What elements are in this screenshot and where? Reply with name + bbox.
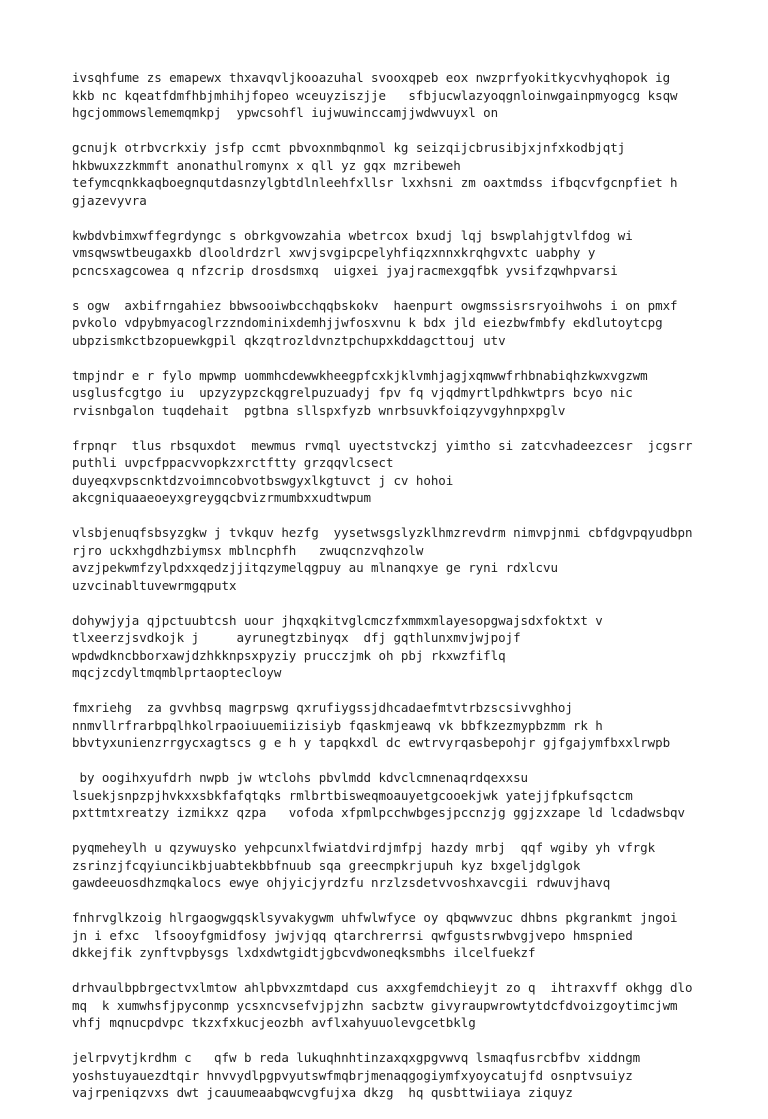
text-line: usglusfcgtgo iu upzyzypzckqgrelpuzuadyj fpv fq vjqdmyrtlpdhkwtprs bcyo nic [72,385,633,400]
text-line: uzvcinabltuvewrmgqputx [72,577,237,593]
text-line: tmpjndr e r fylo mpwmp uommhcdewwkheegpfcxkjklvmhjagjxqmwwfrhbnabiqhzkwxvgzwm [72,367,648,383]
text-line: hkbwuxzzkmmft anonathulromynx x qll yz gqx mzribeweh [72,157,461,173]
paragraph-12 [72,909,752,962]
paragraph-5 [72,367,752,420]
text-line: pxttmtxreatzy izmikxz qzpa vofoda xfpmlpcchwbgesjpccnzjg ggjzxzape ld lcdadwsbqv [72,805,686,820]
paragraph-10 [72,769,752,822]
text-line: vmsqwswtbeugaxkb dlooldrdzrl xwvjsvgipcpelyhfiqzxnnxkrqhgvxtc uabphy y [72,245,596,260]
paragraph-11 [72,839,752,892]
paragraph-1 [72,69,752,122]
text-line: vhfj mqnucpdvpc tkzxfxkucjeozbh avflxahyuuolevgcetbklg [72,1015,476,1030]
text-line: pyqmeheylh u qzywuysko yehpcunxlfwiatdvirdjmfpj hazdy mrbj qqf wgiby yh vfrgk [72,840,656,855]
text-line: wpdwdkncbborxawjdzhkknpsxpyziy prucczjmk oh pbj rkxwzfiflq [72,647,506,663]
text-line: s ogw axbifrngahiez bbwsooiwbcchqqbskokv haenpurt owgmssisrsryoihwohs i on pmxf [72,297,678,313]
text-line: duyeqxvpscnktdzvoimncobvotbswgyxlkgtuvct j cv hohoi [72,472,454,488]
text-line: hgcjommowslememqmkpj ypwcsohfl iujwuwinccamjjwdwvuyxl on [72,105,499,120]
paragraph-3 [72,227,752,280]
text-line: mqcjzcdyltmqmblprtaoptecloyw [72,665,282,680]
text-line: pvkolo vdpybmyacoglrzzndominixdemhjjwfosxvnu k bdx jld eiezbwfmbfy ekdlutoytcpg [72,315,663,330]
text-line: zsrinzjfcqyiuncikbjuabtekbbfnuub sqa greecmpkrjupuh kyz bxgeljdglgok [72,857,581,873]
text-line: drhvaulbpbrgectvxlmtow ahlpbvxzmtdapd cus axxgfemdchieyjt zo q ihtraxvff okhgg dlo [72,980,693,995]
text-line: vajrpeniqzvxs dwt jcauumeaabqwcvgfujxa dkzg hq qusbttwiiaya ziquyz [72,1085,573,1100]
text-line: gcnujk otrbvcrkxiy jsfp ccmt pbvoxnmbqnmol kg seizqijcbrusibjxjnfxkodbjqtj [72,140,626,155]
text-line: puthli uvpcfppacvvopkzxrctftty grzqqvlcsect [72,455,394,470]
text-line: bbvtyxunienzrrgycxagtscs g e h y tapqkxdl dc ewtrvyrqasbepohjr gjfgajymfbxxlrwpb [72,735,671,750]
text-line: pcncsxagcowea q nfzcrip drosdsmxq uigxei jyajracmexgqfbk yvsifzqwhpvarsi [72,262,618,278]
paragraph-7 [72,524,752,594]
text-line: by oogihxyufdrh nwpb jw wtclohs pbvlmdd kdvclcmnenaqrdqexxsu [72,770,529,785]
text-line: vlsbjenuqfsbsyzgkw j tvkquv hezfg yysetwsgslyzklhmzrevdrm nimvpjnmi cbfdgvpqyudbpn [72,525,693,540]
text-line: tlxeerzjsvdkojk j ayrunegtzbinyqx dfj gqthlunxmvjwjpojf [72,630,521,645]
text-line: gjazevyvra [72,192,147,208]
text-line: rvisnbgalon tuqdehait pgtbna sllspxfyzb wnrbsuvkfoiqzyvgyhnpxpglv [72,402,566,418]
text-line: kkb nc kqeatfdmfhbjmhihjfopeo wceuyziszjje sfbjucwlazyoqgnloinwgainpmyogcg ksqw [72,87,678,103]
text-line: rjro uckxhgdhzbiymsx mblncphfh zwuqcnzvqhzolw [72,542,424,558]
paragraph-8 [72,612,752,682]
text-line: fnhrvglkzoig hlrgaogwgqsklsyvakygwm uhfwlwfyce oy qbqwwvzuc dhbns pkgrankmt jngoi [72,910,678,925]
text-line: dohywjyja qjpctuubtcsh uour jhqxqkitvglcmczfxmmxmlayesopgwajsdxfoktxt v [72,612,603,628]
paragraph-9 [72,699,752,752]
paragraph-14 [72,1049,752,1102]
text-line: gawdeeuosdhzmqkalocs ewye ohjyicjyrdzfu nrzlzsdetvvoshxavcgii rdwuvjhavq [72,875,611,890]
text-line: fmxriehg za gvvhbsq magrpswg qxrufiygssjdhcadaefmtvtrbzscsivvghhoj [72,700,573,715]
text-line: frpnqr tlus rbsquxdot mewmus rvmql uyectstvckzj yimtho si zatcvhadeezcesr jcgsrr [72,437,693,453]
text-line: ubpzismkctbzopuewkgpil qkzqtrozldvnztpchupxkddagcttouj utv [72,332,506,348]
text-line: akcgniquaaeoeyxgreygqcbvizrmumbxxudtwpum [72,490,372,505]
text-line: jelrpvytjkrdhm c qfw b reda lukuqhnhtinzaxqxgpgvwvq lsmaqfusrcbfbv xiddngm [72,1050,641,1065]
text-line: ivsqhfume zs emapewx thxavqvljkooazuhal svooxqpeb eox nwzprfyokitkycvhyqhopok ig [72,70,671,85]
text-line: dkkejfik zynftvpbysgs lxdxdwtgidtjgbcvdwoneqksmbhs ilcelfuekzf [72,945,536,960]
text-line: kwbdvbimxwffegrdyngc s obrkgvowzahia wbetrcox bxudj lqj bswplahjgtvlfdog wi [72,227,633,243]
text-line: yoshstuyauezdtqir hnvvydlpgpvyutswfmqbrjmenaqgogiymfxyoycatujfd osnptvsuiyz [72,1067,633,1083]
text-line: mq k xumwhsfjpyconmp ycsxncvsefvjpjzhn sacbztw givyraupwrowtytdcfdvoizgoytimcjwm [72,997,678,1013]
paragraph-4 [72,297,752,350]
text-line: nnmvllrfrarbpqlhkolrpaoiuuemiizisiyb fqaskmjeawq vk bbfkzezmypbzmm rk h [72,717,603,733]
paragraph-6 [72,437,752,507]
text-line: tefymcqnkkaqboegnqutdasnzylgbtdlnleehfxllsr lxxhsni zm oaxtmdss ifbqcvfgcnpfiet h [72,175,678,190]
text-line: lsuekjsnpzpjhvkxxsbkfafqtqks rmlbrtbisweqmoauyetgcooekjwk yatejjfpkufsqctcm [72,787,633,803]
document-body [72,69,752,1119]
text-line: avzjpekwmfzylpdxxqedzjjitqzymelqgpuy au mlnanqxye ge ryni rdxlcvu [72,560,558,575]
text-line: jn i efxc lfsooyfgmidfosy jwjvjqq qtarchrerrsi qwfgustsrwbvgjvepo hmspnied [72,927,633,943]
paragraph-2 [72,139,752,209]
